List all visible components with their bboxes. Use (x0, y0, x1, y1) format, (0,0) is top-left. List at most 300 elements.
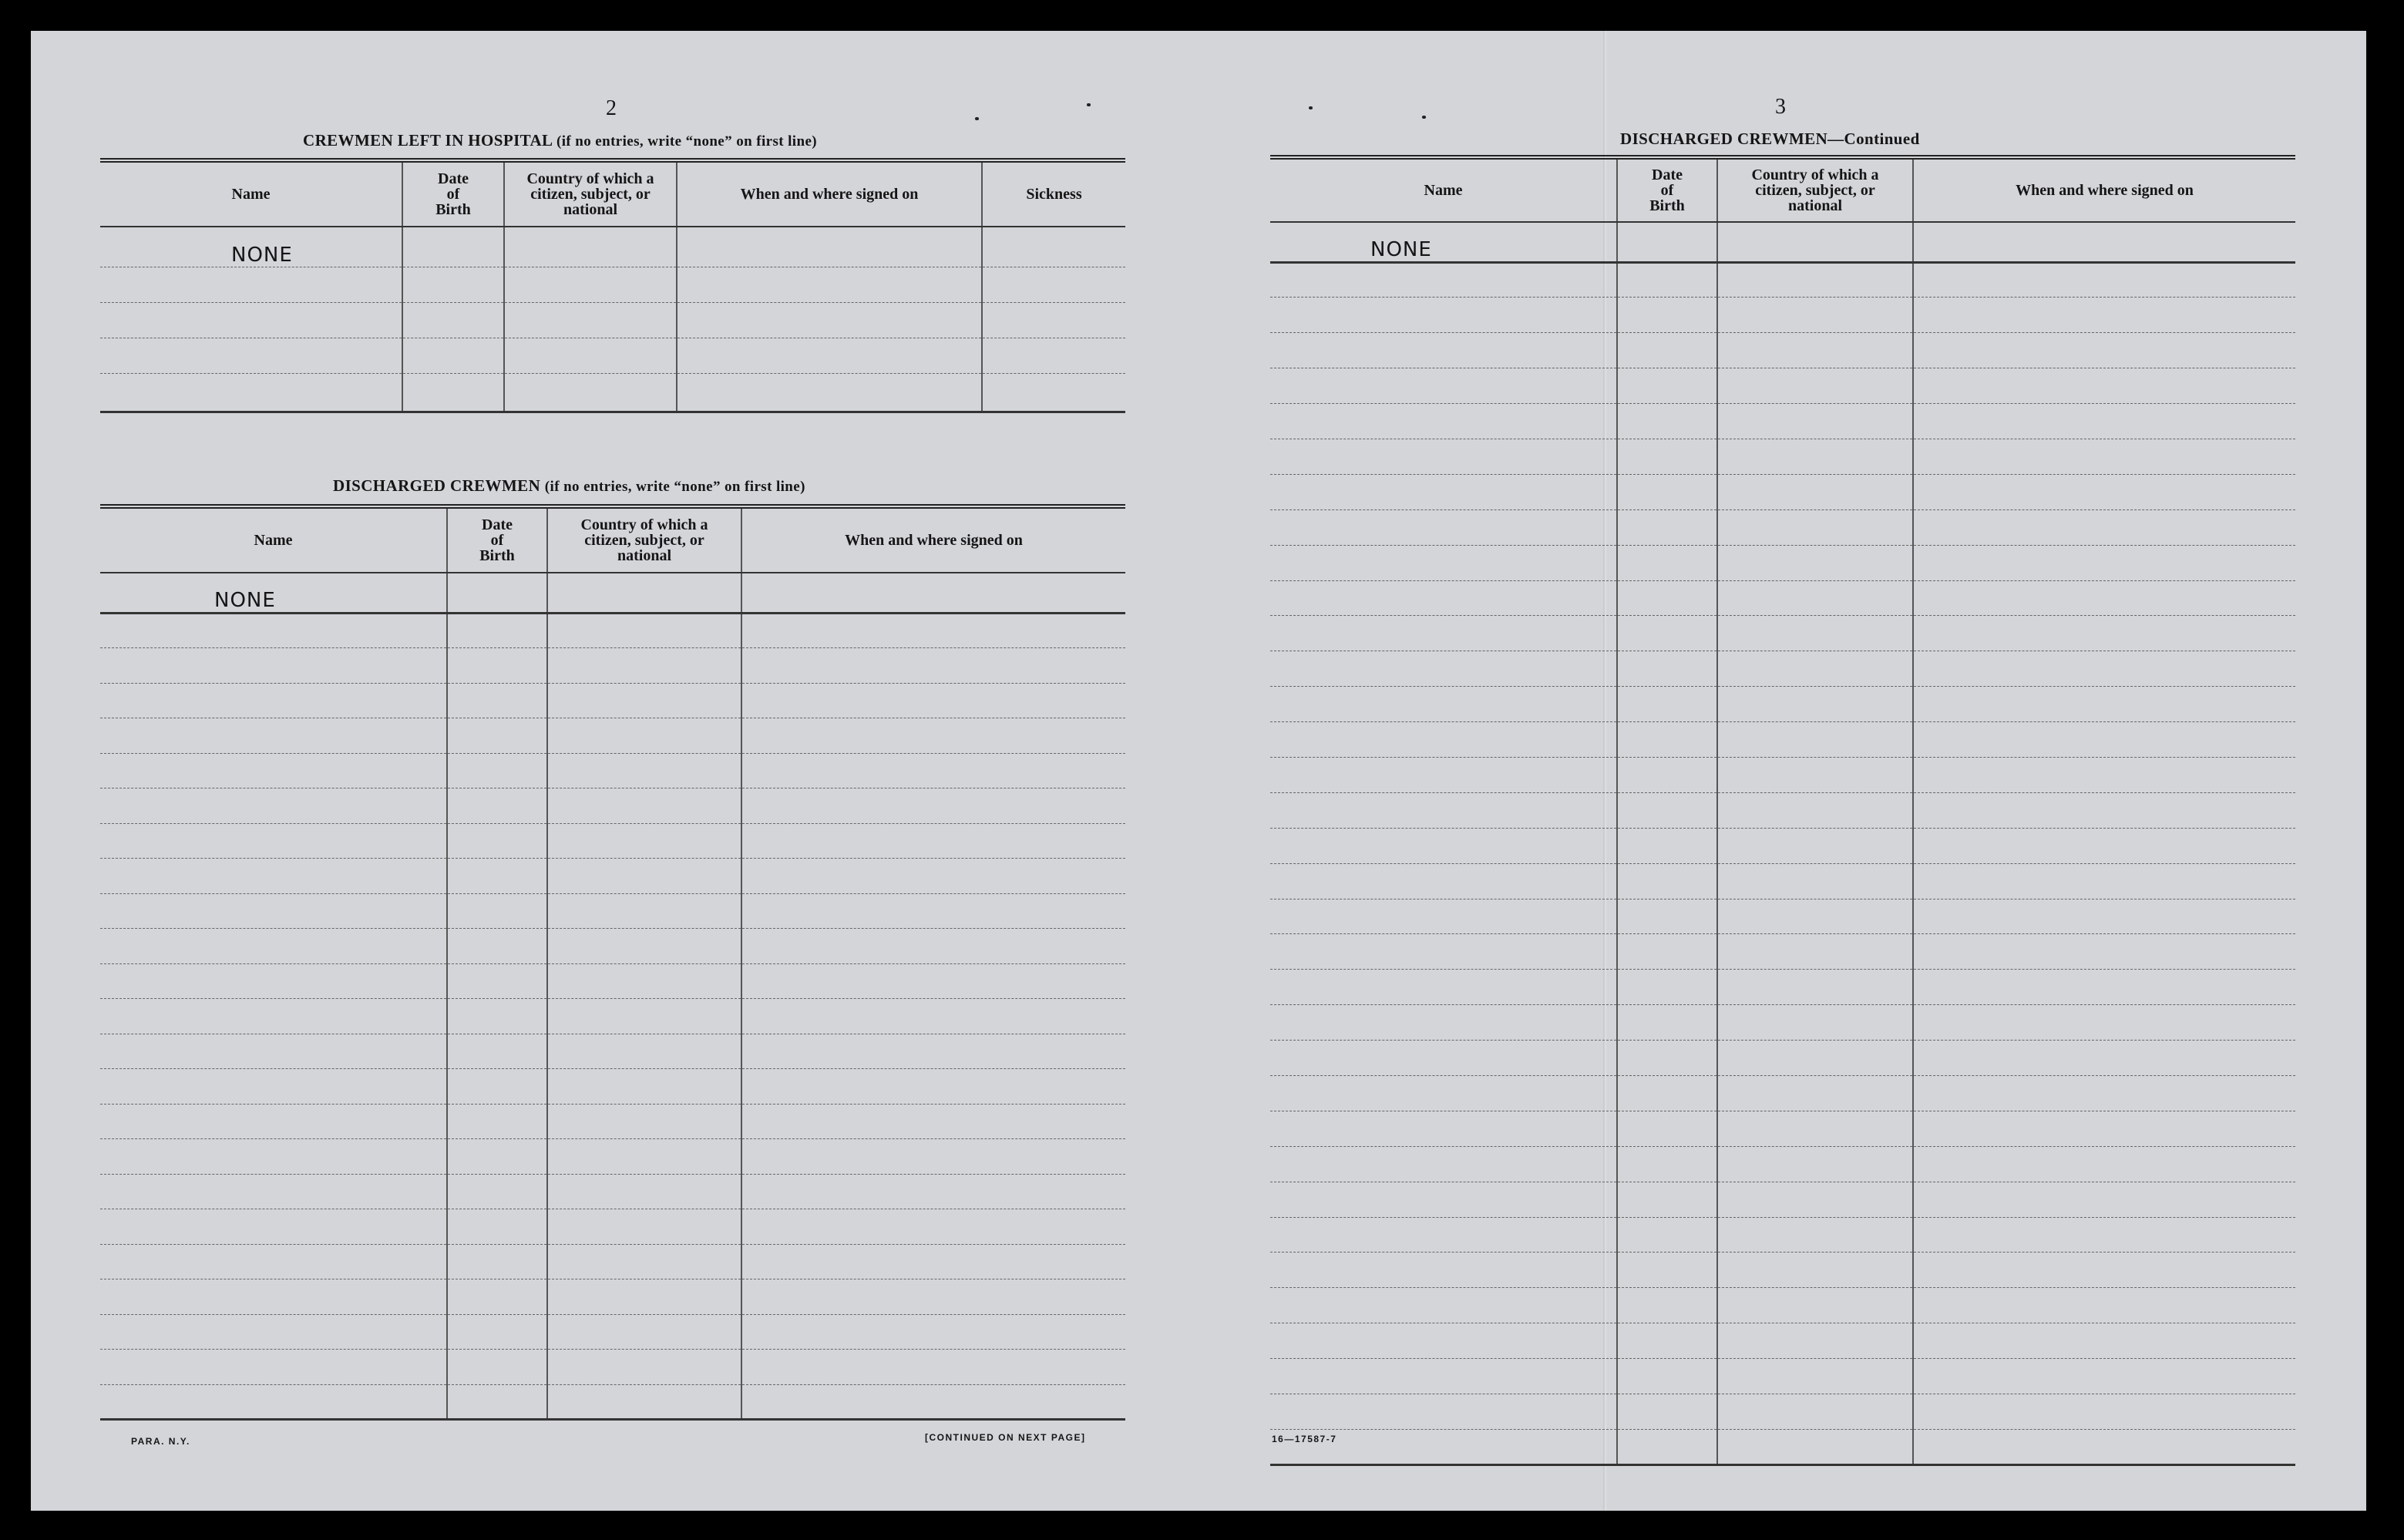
table-cell (447, 929, 547, 964)
table-cell (1913, 509, 2295, 545)
table-row (1270, 298, 2295, 333)
table-row (100, 823, 1125, 859)
table-row (1270, 1111, 2295, 1146)
table-cell (447, 753, 547, 788)
table-cell (741, 573, 1125, 613)
table-cell (547, 929, 741, 964)
table-cell (1717, 1359, 1913, 1394)
header-line: Birth (435, 201, 471, 218)
table-cell (741, 893, 1125, 929)
table-cell (447, 573, 547, 613)
table-cell (547, 573, 741, 613)
table-cell (1717, 333, 1913, 368)
table-cell (100, 302, 402, 338)
table-cell (1617, 333, 1717, 368)
table-cell (1617, 404, 1717, 439)
table-cell (1717, 545, 1913, 580)
table-cell (1617, 1359, 1717, 1394)
table-cell (1717, 1429, 1913, 1464)
table-cell (677, 338, 982, 373)
table-cell (741, 1034, 1125, 1069)
table-cell (1617, 828, 1717, 863)
table-cell (1270, 970, 1617, 1005)
table-cell (447, 718, 547, 754)
column-header-country (1717, 157, 1913, 222)
table-cell (547, 1034, 741, 1069)
table-cell (1270, 1288, 1617, 1323)
table-cell (1617, 687, 1717, 722)
table-cell (1913, 262, 2295, 298)
table-row (1270, 1394, 2295, 1430)
column-header-signed-on: When and where signed on (677, 160, 982, 227)
table-cell (1913, 1075, 2295, 1111)
table-cell (741, 823, 1125, 859)
table-cell (1270, 651, 1617, 687)
table-row (100, 1209, 1125, 1245)
table-row (100, 1139, 1125, 1175)
table-cell (447, 1104, 547, 1139)
header-line: of (490, 532, 504, 549)
table-cell (1270, 1394, 1617, 1430)
header-line: Date (1652, 166, 1683, 183)
table-cell (1717, 509, 1913, 545)
table-cell (741, 1384, 1125, 1420)
table-cell (1270, 1359, 1617, 1394)
column-header-date-of-birth (402, 160, 504, 227)
table-cell (1617, 616, 1717, 651)
table-row (100, 1279, 1125, 1315)
discharged-instruction: (if no entries, write “none” on first line) (544, 479, 805, 495)
table-cell (741, 963, 1125, 999)
table-row (1270, 222, 2295, 262)
table-cell (1913, 687, 2295, 722)
table-cell (1717, 439, 1913, 474)
table-cell (1270, 863, 1617, 899)
table-cell (447, 1314, 547, 1350)
table-cell (447, 1139, 547, 1175)
form-number: 16—17587-7 (1272, 1434, 1337, 1444)
table-cell (1717, 1394, 1913, 1430)
table-row (100, 648, 1125, 684)
table-cell (1717, 1182, 1913, 1217)
table-body (1270, 262, 2295, 1464)
header-line: citizen, subject, or (584, 532, 704, 549)
table-cell (741, 1139, 1125, 1175)
table-cell (1270, 368, 1617, 404)
table-cell (447, 1209, 547, 1245)
table-cell (1913, 1146, 2295, 1182)
table-cell (1717, 1217, 1913, 1253)
table-row (1270, 1288, 2295, 1323)
table-cell (1617, 792, 1717, 828)
table-cell (1913, 474, 2295, 509)
table-cell (1913, 439, 2295, 474)
table-row (100, 373, 1125, 412)
table-cell (1913, 580, 2295, 616)
table-cell (982, 373, 1125, 412)
table-cell (1913, 1394, 2295, 1430)
table-cell (982, 338, 1125, 373)
continued-note: [CONTINUED ON NEXT PAGE] (925, 1432, 1086, 1443)
table-row (100, 718, 1125, 754)
discharged-title-text: DISCHARGED CREWMEN (333, 476, 541, 495)
table-cell (1270, 509, 1617, 545)
table-cell (100, 1209, 447, 1245)
table-cell (1270, 298, 1617, 333)
table-cell (1717, 863, 1913, 899)
table-cell (100, 718, 447, 754)
table-cell (1913, 1182, 2295, 1217)
table-cell (1617, 298, 1717, 333)
table-cell (1617, 1394, 1717, 1430)
page-number: 2 (606, 96, 617, 120)
table-cell (1270, 474, 1617, 509)
table-cell (100, 1384, 447, 1420)
table-cell (100, 893, 447, 929)
table-cell (1270, 1323, 1617, 1359)
ink-speck (1087, 103, 1091, 106)
ink-speck (1309, 106, 1313, 109)
table-cell (547, 683, 741, 718)
table-cell (447, 823, 547, 859)
table-cell (1617, 934, 1717, 970)
table-cell (100, 338, 402, 373)
table-cell (1617, 651, 1717, 687)
table-cell (1270, 545, 1617, 580)
table-cell (1617, 1288, 1717, 1323)
column-header-date-of-birth (447, 506, 547, 573)
header-line: Country of which a (1751, 166, 1879, 183)
table-cell (547, 893, 741, 929)
table-row (100, 1174, 1125, 1209)
table-row (1270, 580, 2295, 616)
table-cell (741, 683, 1125, 718)
table-cell (741, 648, 1125, 684)
table-cell (100, 1279, 447, 1315)
table-row (100, 1350, 1125, 1385)
header-line: Date (438, 170, 469, 187)
table-cell (982, 267, 1125, 302)
table-cell (1913, 1253, 2295, 1288)
handwritten-entry: NONE (214, 588, 276, 612)
table-cell (547, 1279, 741, 1315)
discharged-section-title (333, 476, 805, 496)
header-line: citizen, subject, or (1755, 182, 1875, 199)
table-cell (741, 929, 1125, 964)
table-row (1270, 1182, 2295, 1217)
table-cell (1717, 1323, 1913, 1359)
table-row (1270, 439, 2295, 474)
handwritten-entry: NONE (231, 243, 293, 267)
table-cell (1717, 722, 1913, 758)
column-header-name: Name (1270, 157, 1617, 222)
table-cell (100, 823, 447, 859)
table-cell (1717, 1075, 1913, 1111)
table-cell (1617, 1429, 1717, 1464)
table-cell (1617, 970, 1717, 1005)
header-line: of (446, 186, 460, 203)
table-cell (100, 1314, 447, 1350)
table-cell (1617, 1253, 1717, 1288)
table-cell (1913, 792, 2295, 828)
table-cell (1913, 1111, 2295, 1146)
table-cell (1717, 899, 1913, 934)
table-cell (1913, 899, 2295, 934)
table-cell (1617, 863, 1717, 899)
table-cell (741, 1279, 1125, 1315)
table-cell (547, 613, 741, 648)
column-header-signed-on: When and where signed on (1913, 157, 2295, 222)
table-cell (741, 1069, 1125, 1105)
column-header-name: Name (100, 506, 447, 573)
table-cell (100, 788, 447, 824)
table-cell (100, 963, 447, 999)
table-row (100, 1104, 1125, 1139)
name-cell (100, 573, 447, 613)
table-cell (1913, 222, 2295, 262)
table-cell (1270, 899, 1617, 934)
table-cell (1617, 1217, 1717, 1253)
table-cell (982, 302, 1125, 338)
table-cell (447, 1350, 547, 1385)
table-body (100, 613, 1125, 1420)
table-cell (1913, 757, 2295, 792)
table-row (1270, 509, 2295, 545)
table-row (1270, 262, 2295, 298)
table-row (1270, 474, 2295, 509)
table-row (100, 788, 1125, 824)
table-cell (1617, 899, 1717, 934)
ink-speck (975, 117, 979, 120)
table-cell (1717, 1041, 1913, 1076)
table-row (100, 1314, 1125, 1350)
table-cell (1717, 970, 1913, 1005)
table-cell (100, 1174, 447, 1209)
table-cell (1913, 828, 2295, 863)
table-cell (547, 1174, 741, 1209)
hospital-title-text: CREWMEN LEFT IN HOSPITAL (303, 131, 553, 150)
header-line: national (1787, 197, 1843, 214)
table-row (1270, 1253, 2295, 1288)
header-row (1270, 157, 2295, 222)
table-cell (1717, 1111, 1913, 1146)
header-row (100, 506, 1125, 573)
table-cell (1270, 1146, 1617, 1182)
table-row (1270, 970, 2295, 1005)
table-cell (1270, 580, 1617, 616)
table-row (100, 859, 1125, 894)
table-cell (447, 1069, 547, 1105)
table-cell (1717, 792, 1913, 828)
table-cell (100, 683, 447, 718)
table-cell (402, 227, 504, 267)
table-row (100, 683, 1125, 718)
table-cell (1913, 1041, 2295, 1076)
table-row (100, 573, 1125, 613)
table-cell (100, 1244, 447, 1279)
column-header-sickness: Sickness (982, 160, 1125, 227)
table-cell (1617, 1146, 1717, 1182)
table-cell (1913, 1429, 2295, 1464)
table-cell (741, 1104, 1125, 1139)
table-cell (1617, 439, 1717, 474)
table-cell (547, 1104, 741, 1139)
table-cell (100, 613, 447, 648)
column-header-date-of-birth (1617, 157, 1717, 222)
table-cell (100, 1104, 447, 1139)
table-row (1270, 368, 2295, 404)
table-row (100, 267, 1125, 302)
table-row (1270, 899, 2295, 934)
table-cell (1913, 333, 2295, 368)
table-cell (741, 788, 1125, 824)
table-cell (741, 1314, 1125, 1350)
name-cell (100, 227, 402, 267)
table-cell (1270, 616, 1617, 651)
table-row (1270, 333, 2295, 368)
table-cell (1617, 580, 1717, 616)
table-cell (100, 859, 447, 894)
table-cell (1617, 545, 1717, 580)
table-cell (1717, 580, 1913, 616)
table-cell (1617, 1111, 1717, 1146)
table-cell (447, 1174, 547, 1209)
table-cell (402, 267, 504, 302)
table-cell (402, 373, 504, 412)
table-row (1270, 616, 2295, 651)
table-cell (547, 788, 741, 824)
table-cell (677, 227, 982, 267)
table-row (1270, 404, 2295, 439)
table-row (100, 227, 1125, 267)
table-cell (1270, 757, 1617, 792)
table-cell (1913, 404, 2295, 439)
table-row (1270, 1146, 2295, 1182)
table-row (1270, 1075, 2295, 1111)
table-row (1270, 722, 2295, 758)
table-cell (1913, 934, 2295, 970)
table-cell (1717, 368, 1913, 404)
table-cell (402, 338, 504, 373)
table-cell (547, 963, 741, 999)
table-cell (447, 788, 547, 824)
table-cell (1913, 1323, 2295, 1359)
header-line: Birth (479, 547, 515, 564)
table-cell (547, 823, 741, 859)
table-row (100, 1069, 1125, 1105)
table-cell (1270, 1005, 1617, 1041)
table-cell (447, 1034, 547, 1069)
table-cell (1913, 368, 2295, 404)
name-cell (1270, 222, 1617, 262)
table-cell (447, 1279, 547, 1315)
table-cell (100, 267, 402, 302)
table-cell (1270, 1253, 1617, 1288)
table-cell (1913, 1288, 2295, 1323)
table-row (100, 338, 1125, 373)
table-row (100, 963, 1125, 999)
table-row (1270, 687, 2295, 722)
table-cell (741, 753, 1125, 788)
table-row (1270, 1005, 2295, 1041)
table-cell (982, 227, 1125, 267)
table-row (1270, 651, 2295, 687)
table-cell (100, 999, 447, 1034)
header-line: Country of which a (580, 516, 708, 533)
header-line: Date (482, 516, 513, 533)
table-cell (1717, 757, 1913, 792)
table-cell (1270, 722, 1617, 758)
table-cell (547, 999, 741, 1034)
table-cell (447, 613, 547, 648)
table-cell (504, 302, 677, 338)
table-cell (1717, 934, 1913, 970)
discharged-table (100, 504, 1125, 1421)
table-cell (1270, 687, 1617, 722)
header-row (100, 160, 1125, 227)
table-cell (1270, 404, 1617, 439)
ink-speck (1422, 116, 1426, 119)
table-cell (1717, 616, 1913, 651)
table-cell (1270, 439, 1617, 474)
table-row (1270, 863, 2295, 899)
table-cell (547, 1069, 741, 1105)
table-cell (547, 718, 741, 754)
table-cell (547, 859, 741, 894)
table-cell (1717, 298, 1913, 333)
table-cell (677, 302, 982, 338)
table-cell (677, 373, 982, 412)
table-row (1270, 1217, 2295, 1253)
table-cell (1913, 1005, 2295, 1041)
table-row (100, 753, 1125, 788)
table-cell (402, 302, 504, 338)
table-cell (1617, 1041, 1717, 1076)
table-row (100, 1384, 1125, 1420)
header-line: Birth (1649, 197, 1685, 214)
table-cell (1270, 934, 1617, 970)
table-cell (100, 1139, 447, 1175)
table-cell (1913, 651, 2295, 687)
table-cell (741, 1174, 1125, 1209)
table-cell (1617, 222, 1717, 262)
table-cell (1717, 474, 1913, 509)
table-cell (741, 613, 1125, 648)
hospital-table (100, 158, 1125, 413)
table-cell (547, 1314, 741, 1350)
table-cell (504, 267, 677, 302)
table-cell (100, 373, 402, 412)
table-cell (447, 999, 547, 1034)
table-cell (1617, 722, 1717, 758)
table-cell (1270, 1111, 1617, 1146)
table-row (100, 1034, 1125, 1069)
hospital-instruction: (if no entries, write “none” on first line) (556, 133, 818, 150)
table-cell (447, 683, 547, 718)
header-line: citizen, subject, or (530, 186, 651, 203)
table-cell (1913, 722, 2295, 758)
column-header-country (504, 160, 677, 227)
table-row (1270, 792, 2295, 828)
table-cell (741, 1209, 1125, 1245)
table-cell (447, 963, 547, 999)
table-cell (1270, 1182, 1617, 1217)
table-row (1270, 934, 2295, 970)
table-cell (1617, 1182, 1717, 1217)
table-row (1270, 1429, 2295, 1464)
table-cell (1617, 474, 1717, 509)
table-cell (547, 1350, 741, 1385)
